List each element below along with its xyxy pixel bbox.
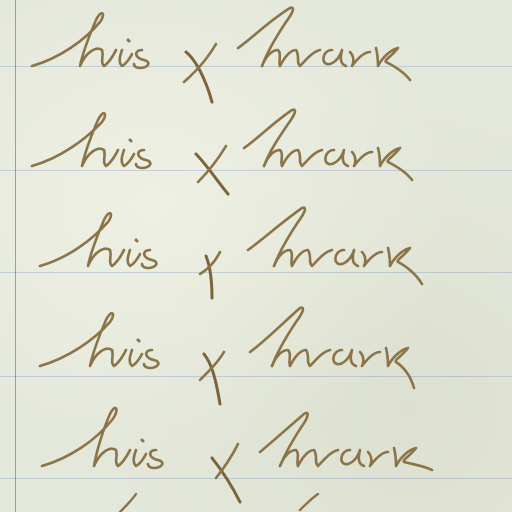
signature-entry [40,200,470,300]
signature-entry [40,300,470,400]
signature-entry [40,398,470,498]
margin-rule [15,0,16,512]
signature-entry [30,0,460,100]
handwriting-his-x-mark [40,200,470,310]
cut-off-handwriting [0,490,512,512]
handwriting-his-x-mark [30,102,460,212]
handwriting-his-x-mark [40,300,470,410]
handwriting-his-x-mark [30,0,460,110]
signature-entry [30,102,460,202]
